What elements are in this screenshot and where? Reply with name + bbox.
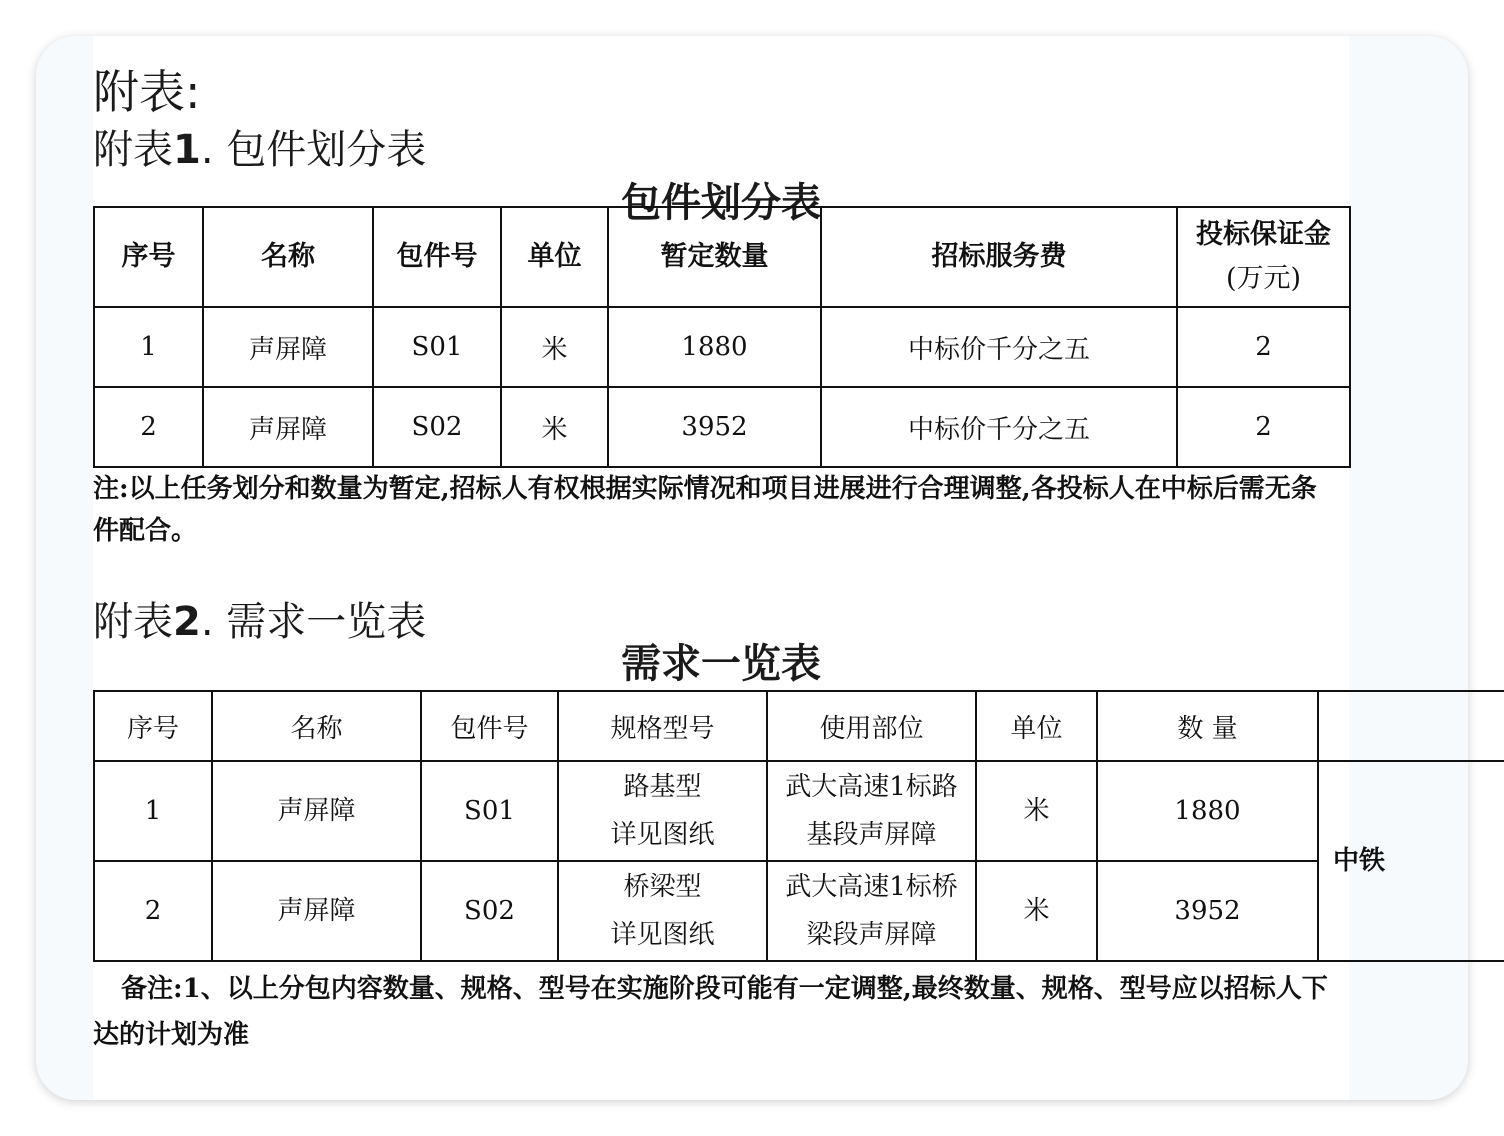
t2-cell-location-line2: 梁段声屏障 [806,920,937,950]
table-row [94,307,1350,387]
requirements-table [93,690,1504,962]
t2-cell-spec-line2: 详见图纸 [610,920,715,950]
t1-header-no: 序号 [94,207,203,307]
document-page [93,36,1386,1100]
t1-cell: S02 [373,387,501,467]
t2-header-cutoff [1318,691,1504,761]
t2-header-package: 包件号 [421,691,558,761]
t1-cell: 米 [501,387,608,467]
t2-cell-spec-line2: 详见图纸 [610,820,715,850]
t2-cell-location-line1: 武大高速1标路 [785,772,958,802]
t2-cell-package: S02 [421,861,558,961]
t1-cell: 中标价千分之五 [821,387,1177,467]
package-division-table [93,206,1351,468]
t1-cell: 2 [1177,307,1350,387]
table2-header-row [94,691,1504,761]
table-row [94,761,1504,861]
t1-header-service-fee: 招标服务费 [821,207,1177,307]
t1-header-unit: 单位 [501,207,608,307]
t2-cell-location [767,761,976,861]
t2-cell-name: 声屏障 [212,761,421,861]
t2-header-spec: 规格型号 [558,691,767,761]
t1-header-package: 包件号 [373,207,501,307]
t2-header-quantity: 数 量 [1097,691,1318,761]
document-card [36,36,1468,1100]
t2-cell-quantity: 3952 [1097,861,1318,961]
section-heading-1-suffix: . 包件划分表 [200,127,427,173]
table-row [94,861,1504,961]
t1-cell: 2 [94,387,203,467]
t2-cell-unit: 米 [976,861,1097,961]
t1-header-deposit-line1: 投标保证金 [1196,219,1331,250]
t2-cell-name: 声屏障 [212,861,421,961]
t2-cell-location-line2: 基段声屏障 [806,820,937,850]
t2-cell-quantity: 1880 [1097,761,1318,861]
section-heading-1-number: 1 [173,127,201,173]
t2-cell-no: 1 [94,761,212,861]
section-heading-1 [93,126,426,174]
t1-cell: 1880 [608,307,821,387]
table2-note: 备注:1、以上分包内容数量、规格、型号在实施阶段可能有一定调整,最终数量、规格、型号应以招标人下达的计划为准 [93,974,1328,1050]
t1-cell: 中标价千分之五 [821,307,1177,387]
t2-cell-no: 2 [94,861,212,961]
t1-header-name: 名称 [203,207,373,307]
t2-cell-unit: 米 [976,761,1097,861]
t2-cell-location [767,861,976,961]
t2-cell-location-line1: 武大高速1标桥 [785,872,958,902]
t2-header-no: 序号 [94,691,212,761]
t1-header-quantity: 暂定数量 [608,207,821,307]
t2-header-name: 名称 [212,691,421,761]
t2-cell-spec-line1: 桥梁型 [623,872,702,902]
t1-header-deposit [1177,207,1350,307]
t1-cell: 声屏障 [203,307,373,387]
table1-note: 注:以上任务划分和数量为暂定,招标人有权根据实际情况和项目进展进行合理调整,各投标人在中标后需无条件配合。 [93,474,1317,546]
t1-cell: 2 [1177,387,1350,467]
t1-cell: S01 [373,307,501,387]
t1-cell: 3952 [608,387,821,467]
section-heading-1-prefix: 附表 [93,127,173,173]
t2-cell-spec-line1: 路基型 [623,772,702,802]
table1-header-row [94,207,1350,307]
t2-merged-supplier-text: 中铁 [1333,846,1386,876]
t2-cell-package: S01 [421,761,558,861]
t1-cell: 米 [501,307,608,387]
t2-cell-spec [558,761,767,861]
t1-header-deposit-line2: (万元) [1225,263,1302,294]
section-heading-2-number: 2 [173,599,201,645]
section-heading-2-suffix: . 需求一览表 [200,599,427,645]
t2-cell-spec [558,861,767,961]
table2-title: 需求一览表 [621,640,821,687]
attachment-heading: 附表: [93,65,201,119]
section-heading-2 [93,598,426,646]
t2-header-location: 使用部位 [767,691,976,761]
section-heading-2-prefix: 附表 [93,599,173,645]
table-row [94,387,1350,467]
t2-header-unit: 单位 [976,691,1097,761]
t1-cell: 声屏障 [203,387,373,467]
t1-cell: 1 [94,307,203,387]
t2-merged-supplier-cell [1318,761,1504,961]
table1-title: 包件划分表 [621,179,821,226]
